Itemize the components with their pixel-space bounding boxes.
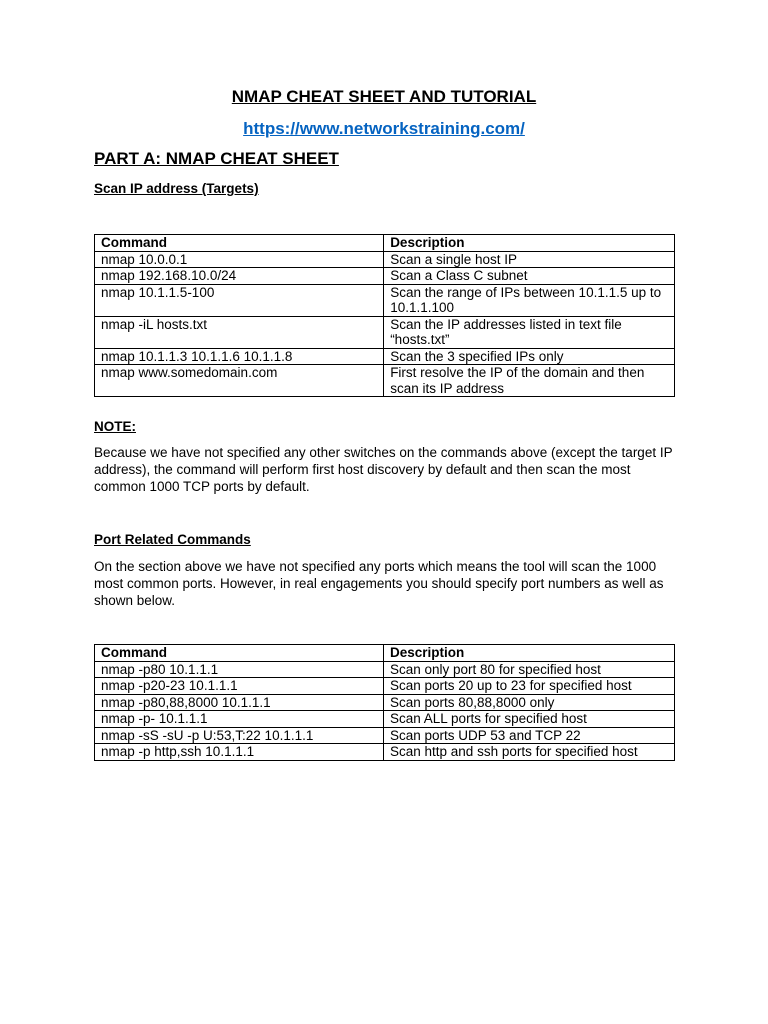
table-row: [95, 694, 675, 711]
description-cell: Scan ports 80,88,8000 only: [384, 694, 675, 711]
command-cell: nmap -p80 10.1.1.1: [95, 661, 384, 678]
column-header-description: Description: [384, 235, 675, 252]
table-row: [95, 251, 675, 268]
command-cell: nmap 10.1.1.3 10.1.1.6 10.1.1.8: [95, 348, 384, 365]
description-cell: Scan a Class C subnet: [384, 268, 675, 285]
command-cell: nmap 10.0.0.1: [95, 251, 384, 268]
command-cell: nmap -sS -sU -p U:53,T:22 10.1.1.1: [95, 727, 384, 744]
command-cell: nmap www.somedomain.com: [95, 365, 384, 397]
ports-intro-text: On the section above we have not specified any ports which means the tool will scan the 1000 most common ports. However, in real engagements you should specify port numbers as well as shown below.: [94, 559, 664, 608]
description-cell: Scan only port 80 for specified host: [384, 661, 675, 678]
table-row: [95, 661, 675, 678]
column-header-description: Description: [384, 645, 675, 662]
command-cell: nmap 10.1.1.5-100: [95, 284, 384, 316]
ports-table: [94, 644, 675, 761]
description-cell: Scan ports UDP 53 and TCP 22: [384, 727, 675, 744]
command-cell: nmap -p- 10.1.1.1: [95, 711, 384, 728]
description-cell: Scan the 3 specified IPs only: [384, 348, 675, 365]
table-row: [95, 348, 675, 365]
targets-table: [94, 234, 675, 397]
table-row: [95, 678, 675, 695]
ports-section-heading: Port Related Commands: [94, 532, 251, 547]
command-cell: nmap -p80,88,8000 10.1.1.1: [95, 694, 384, 711]
description-cell: Scan the range of IPs between 10.1.1.5 up to 10.1.1.100: [384, 284, 675, 316]
command-cell: nmap 192.168.10.0/24: [95, 268, 384, 285]
command-cell: nmap -p20-23 10.1.1.1: [95, 678, 384, 695]
table-row: [95, 268, 675, 285]
table-row: [95, 365, 675, 397]
note-text: Because we have not specified any other switches on the commands above (except the target IP address), the command will perform first host discovery by default and then scan the most common 1000 TCP ports by default.: [94, 445, 673, 494]
description-cell: Scan http and ssh ports for specified host: [384, 744, 675, 761]
table-row: [95, 727, 675, 744]
table-row: [95, 316, 675, 348]
part-a-heading: PART A: NMAP CHEAT SHEET: [94, 149, 339, 168]
command-cell: nmap -iL hosts.txt: [95, 316, 384, 348]
table-row: [95, 744, 675, 761]
note-heading: NOTE:: [94, 419, 136, 434]
column-header-command: Command: [95, 235, 384, 252]
table-header-row: [95, 235, 675, 252]
description-cell: Scan ALL ports for specified host: [384, 711, 675, 728]
targets-section-heading: Scan IP address (Targets): [94, 181, 259, 196]
description-cell: Scan a single host IP: [384, 251, 675, 268]
table-header-row: [95, 645, 675, 662]
description-cell: First resolve the IP of the domain and then scan its IP address: [384, 365, 675, 397]
table-row: [95, 711, 675, 728]
description-cell: Scan the IP addresses listed in text file “hosts.txt”: [384, 316, 675, 348]
document-title: NMAP CHEAT SHEET AND TUTORIAL: [231, 87, 537, 106]
description-cell: Scan ports 20 up to 23 for specified host: [384, 678, 675, 695]
column-header-command: Command: [95, 645, 384, 662]
website-link[interactable]: https://www.networkstraining.com/: [243, 119, 525, 138]
command-cell: nmap -p http,ssh 10.1.1.1: [95, 744, 384, 761]
table-row: [95, 284, 675, 316]
